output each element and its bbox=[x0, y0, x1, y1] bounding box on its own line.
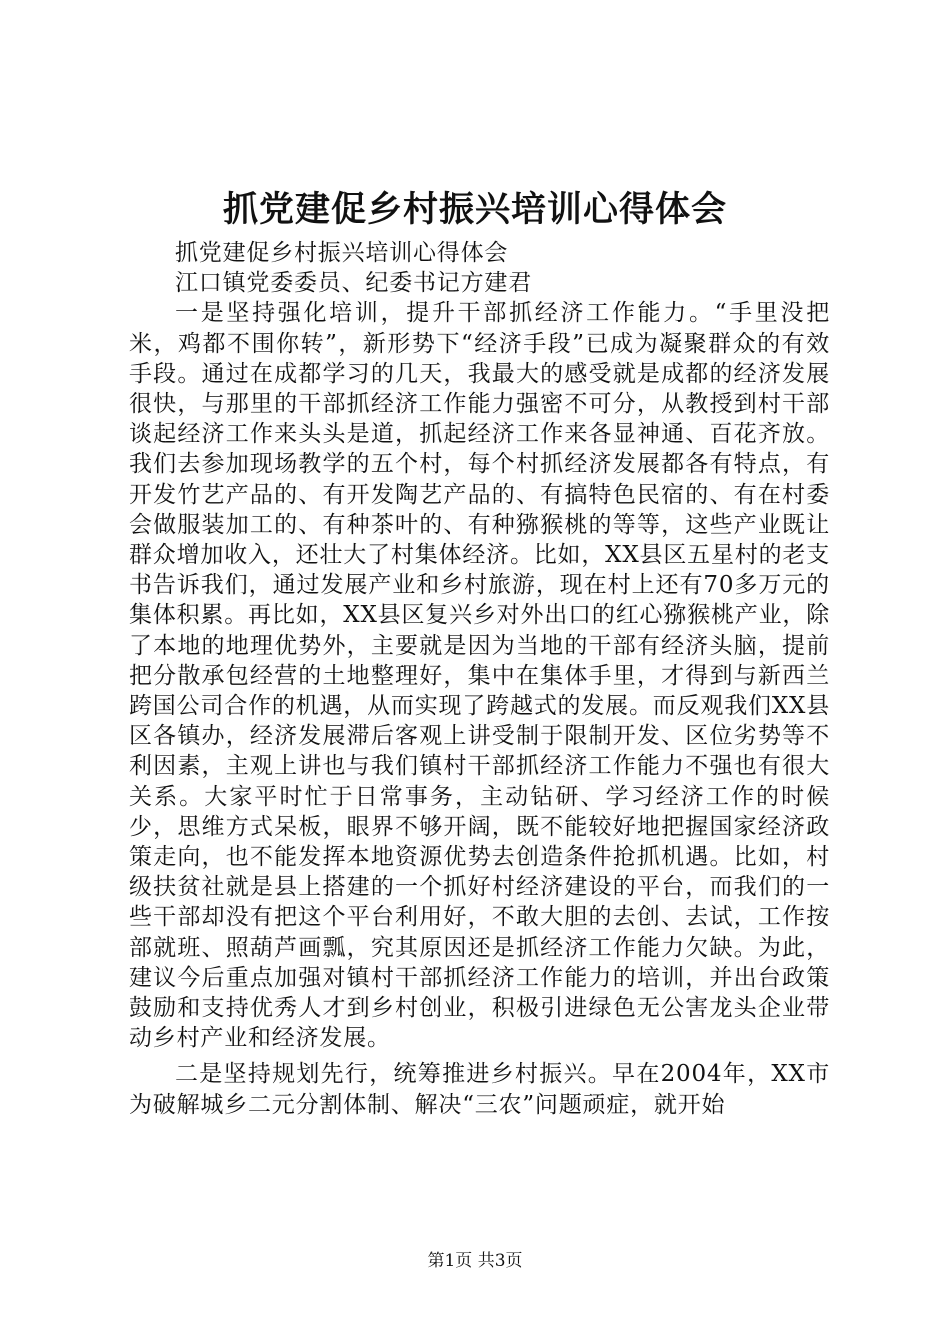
document-title: 抓党建促乡村振兴培训心得体会 bbox=[222, 189, 727, 230]
paragraph-subtitle: 抓党建促乡村振兴培训心得体会 bbox=[175, 240, 509, 266]
paragraph-point-one: 一是坚持强化培训，提升干部抓经济工作能力。“手里没把米，鸡都不围你转”，新形势下“经济手段”已成为凝聚群众的有效手段。通过在成都学习的几天，我最大的感受就是成都的经济发展很快，与那里的干部抓经济工作能力强密不可分，从教授到村干部谈起经济工作来头头是道，抓起经济工作来各显神通、百花齐放。我们去参加现场教学的五个村，每个村抓经济发展都各有特点，有开发竹艺产品的、有开发陶艺产品的、有搞特色民宿的、有在村委会做服装加工的、有种茶叶的、有种猕猴桃的等等，这些产业既让群众增加收入，还壮大了村集体经济。比如，XX县区五星村的老支书告诉我们，通过发展产业和乡村旅游，现在村上还有70多万元的集体积累。再比如，XX县区复兴乡对外出口的红心猕猴桃产业，除了本地的地理优势外，主要就是因为当地的干部有经济头脑，提前把分散承包经营的土地整理好，集中在集体手里，才得到与新西兰跨国公司合作的机遇，从而实现了跨越式的发展。而反观我们XX县区各镇办，经济发展滞后客观上讲受制于限制开发、区位劣势等不利因素，主观上讲也与我们镇村干部抓经济工作能力不强也有很大关系。大家平时忙于日常事务，主动钻研、学习经济工作的时候少，思维方式呆板，眼界不够开阔，既不能较好地把握国家经济政策走向，也不能发挥本地资源优势去创造条件抢抓机遇。比如，村级扶贫社就是县上搭建的一个抓好村经济建设的平台，而我们的一些干部却没有把这个平台利用好，不敢大胆的去创、去试，工作按部就班、照葫芦画瓢，究其原因还是抓经济工作能力欠缺。为此，建议今后重点加强对镇村干部抓经济工作能力的培训，并出台政策鼓励和支持优秀人才到乡村创业，积极引进绿色无公害龙头企业带动乡村产业和经济发展。 bbox=[129, 300, 830, 1052]
document-body bbox=[129, 238, 830, 1120]
page-number-footer: 第1页 共3页 bbox=[427, 1251, 523, 1271]
paragraph-author: 江口镇党委委员、纪委书记方建君 bbox=[175, 270, 532, 297]
paragraph-point-two: 二是坚持规划先行，统筹推进乡村振兴。早在2004年，XX市为破解城乡二元分割体制、解决“三农”问题顽症，就开始 bbox=[129, 1061, 830, 1118]
